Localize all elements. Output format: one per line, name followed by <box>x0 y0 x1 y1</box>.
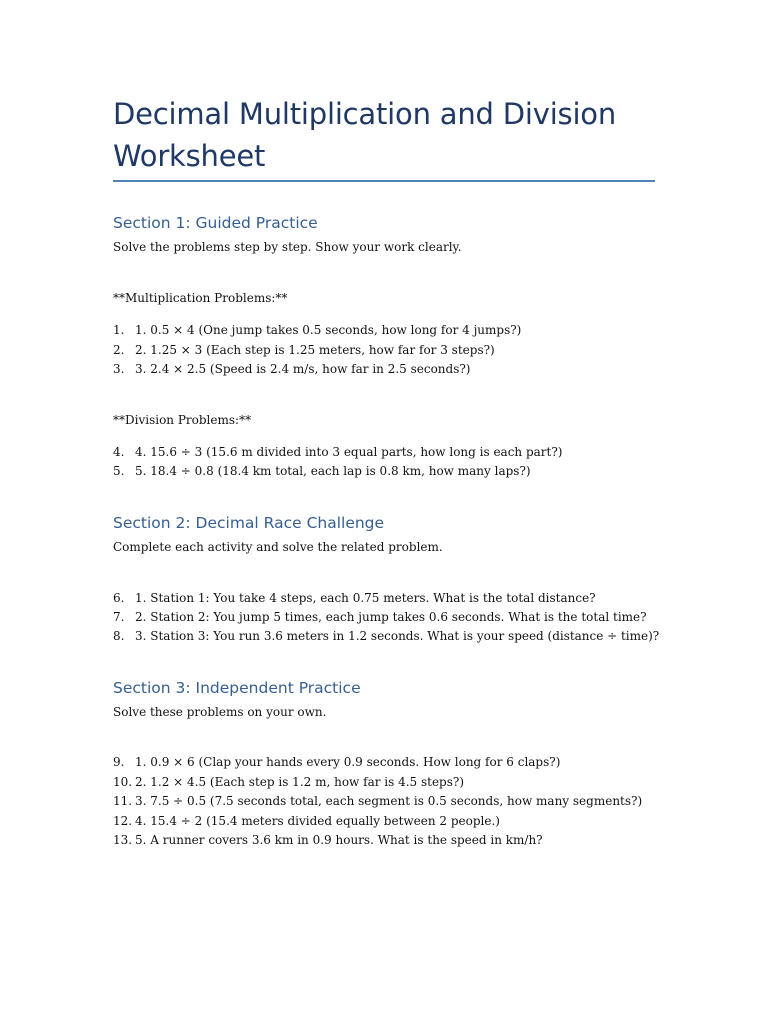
list-item-number: 13. <box>113 833 133 847</box>
list-item-number: 11. <box>113 794 133 808</box>
list-item <box>113 608 647 626</box>
list-item-number: 1. <box>113 323 125 337</box>
multiplication-problems-label: **Multiplication Problems:** <box>113 291 288 305</box>
division-problems-label: **Division Problems:** <box>113 413 252 427</box>
list-item <box>113 360 470 378</box>
list-item <box>113 321 521 339</box>
list-item <box>113 341 495 359</box>
list-item-number: 12. <box>113 814 133 828</box>
list-item <box>113 753 560 771</box>
title-underline-rule <box>113 180 655 182</box>
list-item-text: 2. 1.25 × 3 (Each step is 1.25 meters, how far for 3 steps?) <box>135 343 495 357</box>
list-item <box>113 792 642 810</box>
list-item-number: 4. <box>113 445 125 459</box>
list-item-number: 8. <box>113 629 125 643</box>
list-item-number: 3. <box>113 362 125 376</box>
list-item-text: 1. 0.5 × 4 (One jump takes 0.5 seconds, how long for 4 jumps?) <box>135 323 522 337</box>
list-item-text: 3. 2.4 × 2.5 (Speed is 2.4 m/s, how far in 2.5 seconds?) <box>135 362 471 376</box>
section-3-heading: Section 3: Independent Practice <box>113 679 361 697</box>
list-item-text: 1. Station 1: You take 4 steps, each 0.75 meters. What is the total distance? <box>135 591 596 605</box>
section-2-heading: Section 2: Decimal Race Challenge <box>113 514 385 532</box>
list-item-text: 5. A runner covers 3.6 km in 0.9 hours. What is the speed in km/h? <box>135 833 543 847</box>
list-item-number: 10. <box>113 775 133 789</box>
section-2-instruction: Complete each activity and solve the related problem. <box>113 540 443 554</box>
list-item-text: 3. 7.5 ÷ 0.5 (7.5 seconds total, each segment is 0.5 seconds, how many segments?) <box>135 794 643 808</box>
list-item-number: 7. <box>113 610 125 624</box>
list-item-number: 9. <box>113 755 125 769</box>
document-title-line-1: Decimal Multiplication and Division <box>113 97 617 131</box>
list-item <box>113 443 562 461</box>
list-item <box>113 812 500 830</box>
list-item-text: 1. 0.9 × 6 (Clap your hands every 0.9 seconds. How long for 6 claps?) <box>135 755 561 769</box>
list-item <box>113 589 596 607</box>
list-item <box>113 773 464 791</box>
section-1-heading: Section 1: Guided Practice <box>113 214 318 232</box>
list-item <box>113 627 659 645</box>
list-item-text: 2. Station 2: You jump 5 times, each jump takes 0.6 seconds. What is the total time? <box>135 610 647 624</box>
list-item-text: 5. 18.4 ÷ 0.8 (18.4 km total, each lap is 0.8 km, how many laps?) <box>135 464 531 478</box>
section-1-instruction: Solve the problems step by step. Show your work clearly. <box>113 240 462 254</box>
list-item-text: 3. Station 3: You run 3.6 meters in 1.2 seconds. What is your speed (distance ÷ time)? <box>135 629 660 643</box>
section-3-instruction: Solve these problems on your own. <box>113 705 327 719</box>
list-item-text: 4. 15.4 ÷ 2 (15.4 meters divided equally between 2 people.) <box>135 814 500 828</box>
list-item-number: 2. <box>113 343 125 357</box>
list-item-text: 2. 1.2 × 4.5 (Each step is 1.2 m, how far is 4.5 steps?) <box>135 775 465 789</box>
list-item-number: 5. <box>113 464 125 478</box>
document-title-line-2: Worksheet <box>113 139 266 173</box>
list-item <box>113 831 543 849</box>
list-item-text: 4. 15.6 ÷ 3 (15.6 m divided into 3 equal parts, how long is each part?) <box>135 445 563 459</box>
list-item <box>113 462 531 480</box>
document-title <box>113 93 658 177</box>
list-item-number: 6. <box>113 591 125 605</box>
